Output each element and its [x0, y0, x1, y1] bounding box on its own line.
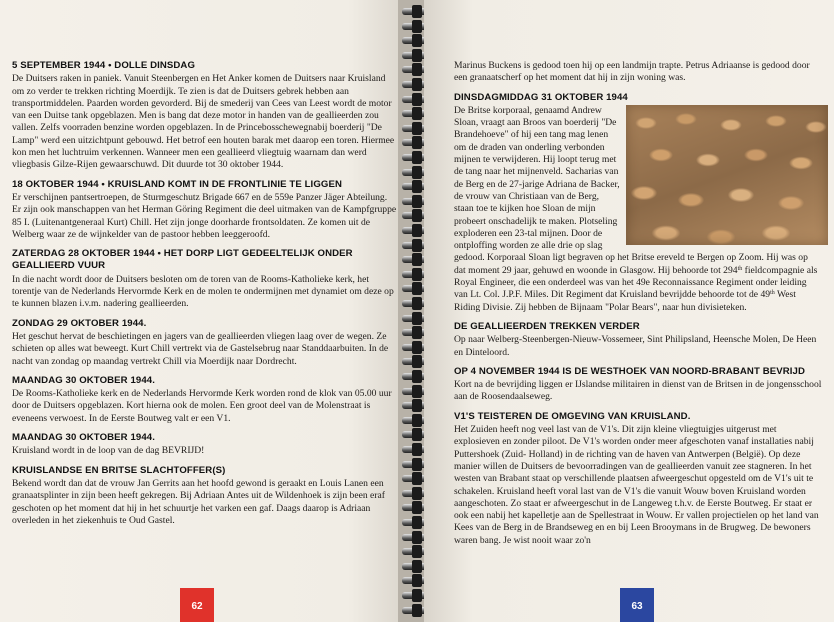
section-heading: DINSDAGMIDDAG 31 OKTOBER 1944 [454, 91, 628, 103]
section-body: De Duitsers raken in paniek. Vanuit Steenbergen en Het Anker komen de Duitsers naar Kruisland om zo verder te trekken richting Moerdijk. Te zien is dat de Duitsers gebrek hebben aan transportmiddelen. Paarden worden gevorderd. Bij de smederij van Cees van Leest wordt de motor van een Duitse tank opgeblazen. Men is bang dat deze motor in handen van de geallieerden zou vallen. Zelfs voorraden benzine worden opgeblazen. In de Princebosschewegnabij boerderij "De Lamp" werd een uitzichtpunt gebouwd. Het betrof een houten barak met daarop een toren. Hiermee kon men het luchtruim verkennen. Wanneer men een geallieerd vliegtuig waarnam dan werd vliegbasis Gilze-Rijen gewaarschuwd. Dit duurde tot 30 oktober 1944. [12, 73, 395, 171]
right-page [424, 0, 834, 622]
section-body: De Britse korporaal, genaamd Andrew Sloan, vraagt aan Broos van boerderij "De Brandehoeve" of hij een tang mag lenen om de draden van onderling verbonden mijnen te verwijderen. Hij loopt terug met de tang naar het mijnenveld. Sacharias van de Berg en de 27-jarige Adriana de Backer, de vrouw van Christiaan van de Berg, staan toe te kijken hoe Sloan de mijn probeert onschadelijk te maken. Plotseling exploderen een 23-tal mijnen. Door de ontploffing worden ze alle drie op slag gedood. Korporaal Sloan ligt begraven op het Britse ereveld te Bergen op Zoom. Hij was op dat moment 29 jaar, gehuwd en woonde in Glasgow. Hij behoorde tot 294th fieldcompagnie als Royal Engineer, die een onderdeel was van het 49e Reconnaissance Regiment onder leiding van Lt. Col. J.P.F. Miles. Dit Regiment dat Kruisland bevrijdde behoorde tot de 49th West Riding Divisie. Zij hebben de Bijnaam "Polar Bears", naar hun divisieteken. [454, 104, 818, 313]
page-number-left: 62 [180, 588, 214, 622]
section-heading: 18 OKTOBER 1944 • KRUISLAND KOMT IN DE FRONTLINIE TE LIGGEN [12, 178, 342, 190]
section-body: De Rooms-Katholieke kerk en de Nederlands Hervormde Kerk worden rond de klok van 05.00 uur door de Duitsers opgeblazen. Kort hierna ook de molen. Een groot deel van de Molenstraat is eveneens verwoest. In de Eerste Boutweg valt er een V1. [12, 388, 392, 424]
section-body: Op naar Welberg-Steenbergen-Nieuw-Vossemeer, Sint Philipsland, Heensche Molen, De Heen en Dinteloord. [454, 334, 817, 358]
intro-text: Marinus Buckens is gedood toen hij op een landmijn trapte. Petrus Adriaanse is gedood door een granaatscherf op het moment dat hij in zijn woning was. [454, 60, 810, 84]
section-heading: 5 SEPTEMBER 1944 • DOLLE DINSDAG [12, 60, 196, 71]
section-body: Kruisland wordt in de loop van de dag BEVRIJD! [12, 445, 205, 457]
tank-traps-photo [626, 105, 828, 245]
section-body: Het geschut hervat de beschietingen en jagers van de geallieerden vliegen laag over de wegen. Ze schieten op alles wat beweegt. Kurt Chill vertrekt via de Gastelsebrug naar Standdaarbuiten. In de nacht van zondag op maandag vertrekt Chill via Moerdijk naar Dordrecht. [12, 330, 389, 367]
section-body: Het Zuiden heeft nog veel last van de V1's. Dit zijn kleine vliegtuigjes uitgerust met explosieven en zonder piloot. De V1's worden onder meer afgeschoten vanaf installaties nabij Puttershoek (Zuid- Holland) in de richting van de haven van Antwerpen (België). Op deze manier willen de Duitsers de bevoorradingen van de geallieerden vanuit zee stagneren. In het westen van Brabant staat op verschillende plaatsen afweergeschut opgesteld om de V1's uit te schakelen. Kruisland heeft voral last van de V1's die vanuit Wouw boven Kruisland worden aangeschoten. Zo staat er afweergeschut in de Langeweg t.h.v. de Eerste Boutweg. Er staat er ook een nabij het kapelletje aan de Spellestraat in Wouw. Er vallen projectielen op het land van Kees van de Berg in de Brandseweg en en bij Leen Brooymans in de Brugweg. De bewoners waren bang. Je wist nooit waar zo'n [454, 424, 819, 546]
left-page [0, 0, 410, 622]
section-heading: MAANDAG 30 OKTOBER 1944. [12, 432, 155, 444]
left-column [12, 60, 397, 527]
section-heading: DE GEALLIEERDEN TREKKEN VERDER [454, 320, 640, 332]
section-heading: ZATERDAG 28 OKTOBER 1944 • HET DORP LIGT GEDEELTELIJK ONDER GEALLIEERD VUUR [12, 248, 353, 272]
page-number-right: 63 [620, 588, 654, 622]
section-heading: V1'S TEISTEREN DE OMGEVING VAN KRUISLAND. [454, 410, 691, 422]
section-heading: ZONDAG 29 OKTOBER 1944. [12, 317, 147, 329]
section-body: Er verschijnen pantsertroepen, de Sturmgeschutz Brigade 667 en de 559e Panzer Jäger Abteilung. Er zijn ook manschappen van het Herman Göring Regiment die deel uitmaken van de Kampfgruppe 85 I. (Luitenantgeneraal Kurt) Chill. Het zijn jonge doorharde frontsoldaten. Ze komen uit de Welberg waar ze de wijnkelder van de pastoor hebben leeggeroofd. [12, 191, 397, 240]
right-column [454, 60, 822, 547]
section-heading: MAANDAG 30 OKTOBER 1944. [12, 374, 155, 386]
section-heading: KRUISLANDSE EN BRITSE SLACHTOFFER(S) [12, 464, 226, 476]
section-body: Bekend wordt dan dat de vrouw Jan Gerrits aan het hoofd gewond is geraakt en Louis Lanen een granaatsplinter in zijn been heeft gekregen. Bij Adriaan Antes uit de Wildenhoek is zijn been eraf geschoten op het moment dat hij in het schuurtje het varken een gaf. Daags daarop is Adriaan overleden in het ziekenhuis te Oud Gastel. [12, 477, 385, 526]
section-body: In die nacht wordt door de Duitsers besloten om de toren van de Rooms-Katholieke kerk, het torentje van de Nederlands Hervormde Kerk en de molen te ondermijnen met dynamiet om deze op te kunnen blazen i.v.m. nadering geallieerden. [12, 273, 394, 310]
section-body: Kort na de bevrijding liggen er IJslandse militairen in dienst van de Britsen in de jongensschool aan de Roosendaalseweg. [454, 379, 822, 403]
section-heading: OP 4 NOVEMBER 1944 IS DE WESTHOEK VAN NOORD-BRABANT BEVRIJD [454, 365, 805, 377]
